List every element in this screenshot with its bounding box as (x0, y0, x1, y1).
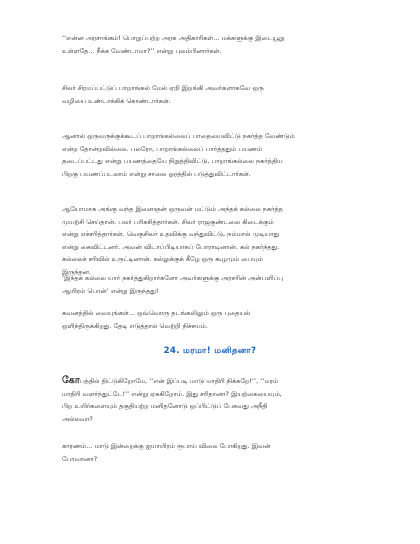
text-line: சிலர் சிரமப்பட்டுப் பாறாங்கல் மேல் ஏறி இறங்கி அவர்களாகவே ஒரு (62, 84, 264, 92)
text-line: அல்லவா? (62, 414, 93, 423)
paragraph-2 (62, 82, 382, 107)
text-line: ‘இந்தக் கல்லை யார் நகர்த்துகிறார்களோ அவர்களுக்கு அரசரின் அன்பளிப்பு (62, 274, 284, 282)
text-line: காரணம்... மாடு இன்றைக்கு ஐயாயிரம் ரூபாய் விலை போகிறது. இவன் (62, 442, 271, 450)
paragraph-1 (62, 32, 382, 57)
text-line: இருந்தன. (62, 267, 91, 276)
text-line-rest: பத்தில் திட்டுகிறோமே, ‘‘என் இப்படி மாடு மாதிரி நிக்கறே!’’, ‘‘மரம் (79, 377, 279, 385)
text-line: ‘‘என்ன அரசாங்கம்! பொறுப்பற்ற அரசு அதிகாரிகள்... மக்களுக்கு இடையூறு (62, 34, 285, 42)
text-line (62, 375, 382, 388)
paragraph-3 (62, 130, 382, 180)
text-line: வழியை உண்டாக்கிக் கொண்டார்கள். (62, 96, 171, 105)
text-line: என்று கைவிட்டனர். அவன் விடாப்பிடியாகப் போராடினான். கல் நகர்ந்தது. (62, 242, 280, 251)
paragraph-6 (62, 307, 382, 332)
text-line: பிறகு பயணப்படலாம் என்று சாலை ஓரத்தில் படுத்துவிட்டார்கள். (62, 169, 251, 178)
text-line: என்ற தோன்றவில்லை. பலரோ, பாறாங்கல்லைப் பார்த்ததும் பயணம் (62, 144, 263, 153)
text-line: ஆயோமாக அங்கு வந்த இளைஞன் ஒருவன் மட்டும் அந்தக் கல்லை நகர்த்த (62, 205, 283, 213)
text-line: ஆயிரம் பொன்’ என்று இருந்தது! (62, 286, 159, 295)
text-line: ஒளிந்திருக்கிறது. தேடி எடுத்தால் வெற்றி நிச்சயம். (62, 321, 208, 330)
text-line: பிற உயிர்களையும் தகுதியற்ற மனிதனோடு ஒப்பிட்டுப் பேசுவது அநீதி (62, 402, 268, 410)
text-line: கவனத்தில் வையுங்கள்... ஒவ்வொரு தடங்கலிலும் ஒரு புதையல் (62, 309, 251, 317)
text-line: போவானா? (62, 454, 98, 463)
paragraph-8 (62, 440, 382, 465)
text-line: முயற்சி செய்தான். பலர் பரிகசித்தார்கள். சிலர் ராஜகுண்டலை கிடைக்கும் (62, 217, 274, 226)
lead-word: கோ (62, 375, 80, 386)
text-line: தடைப்பட்டது என்று பயணத்தையே நிறுத்திவிட்டு, பாறாங்கல்லை நகர்த்திய (62, 157, 283, 165)
text-line: மாதிரி வளர்ந்துட்டே!’’ என்று ஏசுகிறோம். இது சரிதானா? இயற்கையையும், (62, 389, 282, 398)
text-line: ஆனால் ஒருவருக்குக்கூடப் பாறாங்கல்லைப் பாதையைவிட்டு நகர்த்த வேண்டும் (62, 132, 295, 140)
paragraph-4 (62, 203, 382, 278)
text-line: உள்ளதே... நீக்க வேண்டாமா?’’ என்று புலம்பினார்கள். (62, 46, 222, 55)
text-line: கல்லைச் சரிவில் உருட்டினான். கல்லுக்குக் கீழே ஒரு கூழமும் பையும் (62, 255, 263, 263)
text-line: என்று எச்சரித்தார்கள். வெகுசிலர் உதவிக்கு வந்துவிட்டு, நம்மால் முடியாது (62, 230, 280, 238)
paragraph-7 (62, 375, 382, 425)
chapter-heading: 24. மரமா! மனிதனா? (163, 346, 257, 356)
paragraph-5 (62, 272, 382, 297)
